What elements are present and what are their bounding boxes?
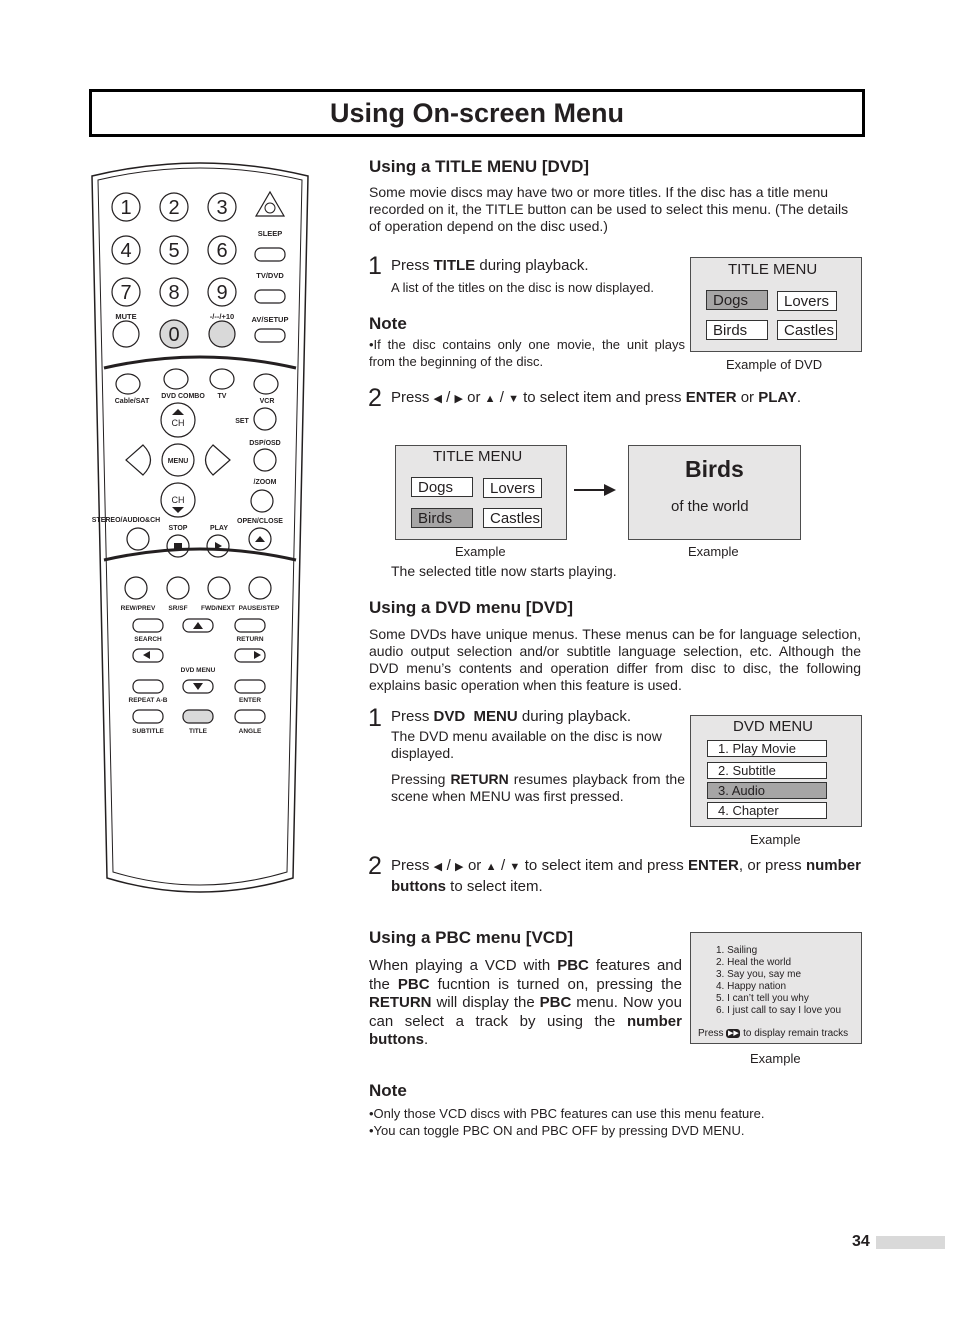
panel2-title: TITLE MENU [433,448,523,465]
dvd-item-play-movie: 1. Play Movie [707,740,827,757]
label-stop: STOP [168,525,188,532]
birds-title: Birds [685,456,744,482]
label-mute: MUTE [115,312,137,321]
dvd-panel-caption: Example [750,832,801,847]
step1-text: Press TITLE during playback. [391,257,589,274]
panel3-caption: Example [688,544,739,559]
label-zoom: /ZOOM [253,479,277,486]
digit-5: 5 [168,240,180,262]
label-srsf: SR/SF [168,605,188,612]
dvd-menu-panel [690,715,862,827]
panel1-item-birds: Birds [706,320,768,340]
heading-title-menu: Using a TITLE MENU [DVD] [369,157,590,176]
label-avsetup: AV/SETUP [251,315,289,324]
remote-illustration [88,158,312,898]
birds-subtitle: of the world [671,498,749,515]
pbc-track-1: 1. Sailing [716,945,758,956]
step1-number: 1 [368,252,382,280]
digit-3: 3 [216,197,228,219]
page-title-box [89,89,865,137]
digit-2: 2 [168,197,180,219]
digit-1: 1 [120,197,132,219]
next-track-icon: ▶▶ [727,1029,739,1037]
right-arrow-icon: ▶ [454,393,463,405]
panel2-item-castles: Castles [483,508,542,528]
panel2-item-lovers: Lovers [483,478,542,498]
pbc-track-3: 3. Say you, say me [716,969,802,980]
note-line-1: •Only those VCD discs with PBC features can use this menu feature. [369,1106,765,1121]
panel1-item-lovers: Lovers [777,291,837,311]
digit-0: 0 [168,324,180,346]
note-line-2: •You can toggle PBC ON and PBC OFF by pressing DVD MENU. [369,1123,745,1138]
down-arrow-icon: ▼ [508,393,519,405]
label-dspdsd: DSP/OSD [249,440,281,447]
label-pausestep: PAUSE/STEP [238,605,280,612]
dvd-step1-text: Press DVD MENU during playback. [391,708,632,725]
step2-number: 2 [368,384,382,412]
label-fwdnext: FWD/NEXT [201,605,235,612]
label-vcr: VCR [259,398,275,405]
panel2-item-birds: Birds [411,508,473,528]
step1-detail: A list of the titles on the disc is now displayed. [391,280,655,295]
page-title: Using On-screen Menu [329,97,625,128]
label-openclose: OPEN/CLOSE [237,518,283,525]
panel2-caption: Example [455,544,506,559]
panel1-item-dogs: Dogs [706,290,768,310]
down-arrow-icon: ▼ [509,861,521,873]
page-number-bar [876,1236,945,1249]
dvd-panel-title: DVD MENU [733,718,814,735]
dvd-step1-detail: The DVD menu available on the disc is now displayed. [391,728,662,761]
remote-control [88,158,312,898]
label-repeat: REPEAT A-B [128,697,168,704]
digit-9: 9 [216,282,228,304]
panel1-title: TITLE MENU [728,261,818,278]
label-plus10: -/--/+10 [209,312,235,321]
label-play: PLAY [209,525,229,532]
label-set: SET [235,418,249,425]
label-dvdmenu: DVD MENU [180,667,216,674]
heading-pbc-menu: Using a PBC menu [VCD] [369,928,574,947]
label-cablesat: Cable/SAT [114,398,150,405]
dvd-step2-text: Press ◀ / ▶ or ▲ / ▼ to select item and press ENTER, or press number buttons to select item. [391,857,861,895]
up-arrow-icon: ▲ [484,393,496,405]
pbc-track-5: 5. I can’t tell you why [716,993,809,1004]
title-menu-intro: Some movie discs may have two or more titles. If the disc has a title menu recorded on it, the TITLE button can be used to select this menu. (The details of operation depend on the disc used.) [369,184,849,234]
label-stereo: STEREO/AUDIO&CH [91,517,161,524]
label-dvdcombo: DVD COMBO [161,393,205,400]
pbc-panel-caption: Example [750,1051,801,1066]
pbc-track-2: 2. Heal the world [716,957,792,968]
digit-6: 6 [216,240,228,262]
page-number: 34 [852,1233,870,1250]
label-tvdvd: TV/DVD [256,271,284,280]
birds-panel [628,445,801,540]
label-rewprev: REW/PREV [120,605,156,612]
right-arrow-icon [572,482,618,498]
label-enter: ENTER [238,697,262,704]
label-ch-down: CH [171,495,185,505]
label-search: SEARCH [134,636,162,643]
left-arrow-icon: ◀ [433,393,442,405]
panel1-item-castles: Castles [777,320,837,340]
panel2-item-dogs: Dogs [411,477,473,497]
pbc-intro: When playing a VCD with PBC features and the PBC fucntion is turned on, pressing the RETURN will display the PBC menu. Now you can select a track by using the number buttons. [369,957,682,1048]
pbc-track-4: 4. Happy nation [716,981,787,992]
label-return: RETURN [236,636,264,643]
label-menu: MENU [167,458,189,465]
dvd-item-audio: 3. Audio [707,782,827,799]
step2-text: Press ◀ / ▶ or ▲ / ▼ to select item and press ENTER or PLAY. [391,389,802,406]
pbc-footer: Press ▶▶ to display remain tracks [698,1028,849,1039]
title-menu-panel-2 [395,445,567,540]
digit-4: 4 [120,240,132,262]
digit-8: 8 [168,282,180,304]
note-heading-2: Note [369,1081,407,1100]
up-arrow-icon: ▲ [485,861,497,873]
digit-7: 7 [120,282,132,304]
note-heading-1: Note [369,314,407,333]
label-ch-up: CH [171,418,185,428]
label-title: TITLE [188,728,208,735]
label-tv: TV [217,393,227,400]
pbc-track-6: 6. I just call to say I love you [716,1005,842,1016]
dvd-step2-number: 2 [368,852,382,880]
dvd-menu-intro: Some DVDs have unique menus. These menus can be for language selection, audio output selection and/or subtitle language selection, etc. Although the DVD menu’s contents and operation differ from disc to disc, the following explains basic operation when this feature is used. [369,626,861,693]
dvd-step1-detail-2: Pressing RETURN resumes playback from the scene when MENU was first pressed. [391,771,686,804]
dvd-item-subtitle: 2. Subtitle [707,762,827,779]
title-starts-playing: The selected title now starts playing. [391,563,617,579]
pbc-menu-panel [690,932,862,1044]
title-menu-panel-1 [690,257,862,352]
label-angle: ANGLE [238,728,262,735]
left-arrow-icon: ◀ [433,861,443,873]
panel1-caption: Example of DVD [726,357,823,372]
note-text-1: •If the disc contains only one movie, the unit plays from the beginning of the disc. [369,337,685,369]
heading-dvd-menu: Using a DVD menu [DVD] [369,598,574,617]
dvd-item-chapter: 4. Chapter [707,802,827,819]
right-arrow-icon: ▶ [455,861,464,873]
label-subtitle: SUBTITLE [132,728,164,735]
dvd-step1-number: 1 [368,704,382,732]
label-sleep: SLEEP [257,229,283,238]
